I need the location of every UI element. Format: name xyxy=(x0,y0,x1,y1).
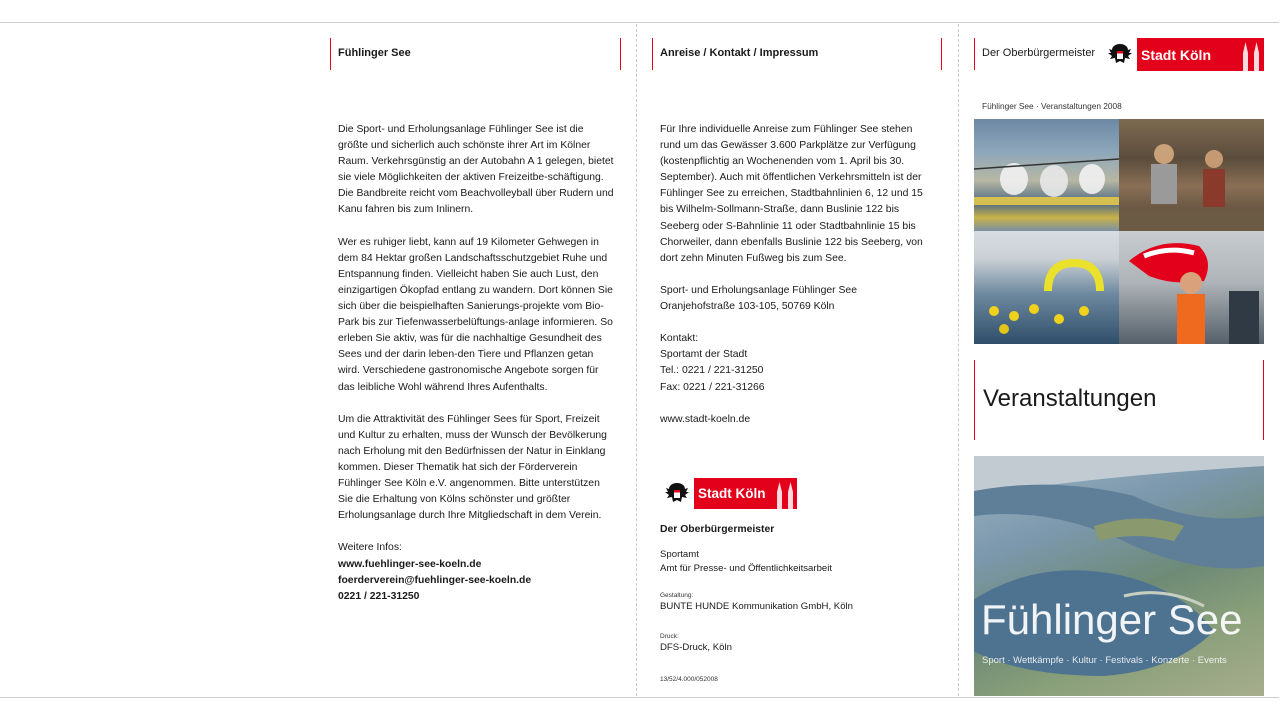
cover-logo-text: Stadt Köln xyxy=(1141,46,1211,63)
cover-subtitle: Fühlinger See · Veranstaltungen 2008 xyxy=(982,101,1122,111)
panel2-body xyxy=(660,122,936,428)
fold-line-1 xyxy=(636,24,637,696)
logo-text: Stadt Köln xyxy=(698,486,766,501)
imprint-dept-2: Amt für Presse- und Öffentlichkeitsarbeit xyxy=(660,563,833,574)
title-rule-right xyxy=(1263,360,1264,440)
triathlon-swim-photo xyxy=(974,231,1119,344)
info-label: Weitere Infos: xyxy=(338,542,402,554)
address-line-1: Sport- und Erholungsanlage Fühlinger See xyxy=(660,284,857,296)
panel2-heading-rule-right xyxy=(941,38,942,70)
panel1-body xyxy=(338,122,616,605)
coat-of-arms-icon xyxy=(660,478,694,509)
medieval-festival-photo xyxy=(1119,119,1264,231)
panel1-heading: Fühlinger See xyxy=(338,47,411,59)
stadt-koeln-logo xyxy=(660,478,797,509)
athlete-flag-photo xyxy=(1119,231,1264,344)
oberbuergermeister-label: Der Oberbürgermeister xyxy=(982,47,1096,59)
druck-block xyxy=(660,632,732,655)
heading-rule-left xyxy=(330,38,331,70)
panel1-paragraph-1: Die Sport- und Erholungsanlage Fühlinger See ist die größte und sicherlich auch schönste ihrer Art im Kölner Raum. Verkehrsgünstig an der Autobahn A 1 gelegen, bietet sie viele Möglichkeiten der aktiven Freizeitbe-schäftigung. Die Bandbreite reicht vom Beachvolleyball über Rudern und Kanu fahren bis zum Inlinern. xyxy=(338,124,614,216)
cover-coat-of-arms-icon xyxy=(1103,38,1137,71)
aerial-lake-photo xyxy=(974,456,1264,696)
druck-value: DFS-Druck, Köln xyxy=(660,642,732,653)
info-email-link[interactable]: foerderverein@fuehlinger-see-koeln.de xyxy=(338,574,532,586)
address-line-2: Oranjehofstraße 103-105, 50769 Köln xyxy=(660,301,835,313)
gestaltung-value: BUNTE HUNDE Kommunikation GmbH, Köln xyxy=(660,601,853,612)
rowing-photo xyxy=(974,119,1119,231)
imprint-title: Der Oberbürgermeister xyxy=(660,524,775,535)
cover-cathedral-icon xyxy=(1238,38,1264,71)
heading-rule-right xyxy=(620,38,621,70)
panel2-heading: Anreise / Kontakt / Impressum xyxy=(660,47,819,59)
kontakt-name: Sportamt der Stadt xyxy=(660,349,748,361)
panel1-paragraph-3: Um die Attraktivität des Fühlinger Sees für Sport, Freizeit und Kultur zu erhalten, muss der Wunsch der Bevölkerung nach Erholung mit den Bedürfnissen der Natur in Einklang kommen. Dieser Thematik hat sich der Förderverein Fühlinger See Köln e.V. angenommen. Bitte unterstützen Sie die Erhaltung von Kölns schönster und größter Erholungsanlage durch Ihre Mitgliedschaft in dem Verein. xyxy=(338,413,607,522)
kontakt-label: Kontakt: xyxy=(660,333,699,345)
cover-big-title: Fühlinger See xyxy=(981,596,1243,643)
panel2-heading-rule-left xyxy=(652,38,653,70)
cathedral-icon xyxy=(773,478,797,509)
cover-rule-left xyxy=(974,38,975,70)
panel1-paragraph-2: Wer es ruhiger liebt, kann auf 19 Kilometer Gehwegen in dem 84 Hektar großen Landschaftsschutzgebiet Ruhe und Entspannung finden. Vielleicht haben Sie auch Lust, den einzigartigen Ökopfad entlang zu wandern. Dort können Sie sich über die beispielhaften Sanierungs-projekte vom Bio-Park bis zur Tiefenwasserbelüftungs-anlage informieren. So erleben Sie aktiv, was für die nachhaltige Gesundheit des Sees und der darin leben-den Tiere und Pflanzen getan wird. Verschiedene gastronomische Angebote sorgen für das leibliche Wohl während Ihres Aufenthalts. xyxy=(338,236,613,393)
info-website-link[interactable]: www.fuehlinger-see-koeln.de xyxy=(338,558,482,570)
gestaltung-block xyxy=(660,591,853,614)
druck-label: Druck: xyxy=(660,633,679,640)
cover-stadt-koeln-logo xyxy=(1103,38,1264,71)
kontakt-website-link[interactable]: www.stadt-koeln.de xyxy=(660,413,751,425)
fold-line-2 xyxy=(958,24,959,696)
kontakt-tel: Tel.: 0221 / 221-31250 xyxy=(660,365,764,377)
print-code: 13/52/4.000/052008 xyxy=(660,676,718,683)
gestaltung-label: Gestaltung: xyxy=(660,592,694,599)
anreise-text: Für Ihre individuelle Anreise zum Fühlinger See stehen rund um das Gewässer 3.600 Parkplätze zur Verfügung (kostenpflichtig an Wochenenden vom 1. April bis 30. September). Auch mit öffentlichen Verkehrsmitteln ist der Fühlinger See zu erreichen, Stadtbahnlinien 6, 12 und 15 bis Wilhelm-Sollmann-Straße, dann Buslinie 122 bis Seeberg oder S-Bahnlinie 11 oder Stadtbahnlinie 15 bis Chorweiler, dann ebenfalls Buslinie 122 bis Seeberg, von dort zehn Minuten Fußweg bis zum See. xyxy=(660,124,923,264)
cover-tagline: Sport · Wettkämpfe · Kultur · Festivals · Konzerte · Events xyxy=(982,655,1227,666)
kontakt-fax: Fax: 0221 / 221-31266 xyxy=(660,381,765,393)
cover-title: Veranstaltungen xyxy=(983,385,1157,412)
imprint-dept-1: Sportamt xyxy=(660,549,699,560)
title-rule-left xyxy=(974,360,975,440)
info-phone: 0221 / 221-31250 xyxy=(338,590,420,602)
imprint-departments xyxy=(660,548,832,576)
